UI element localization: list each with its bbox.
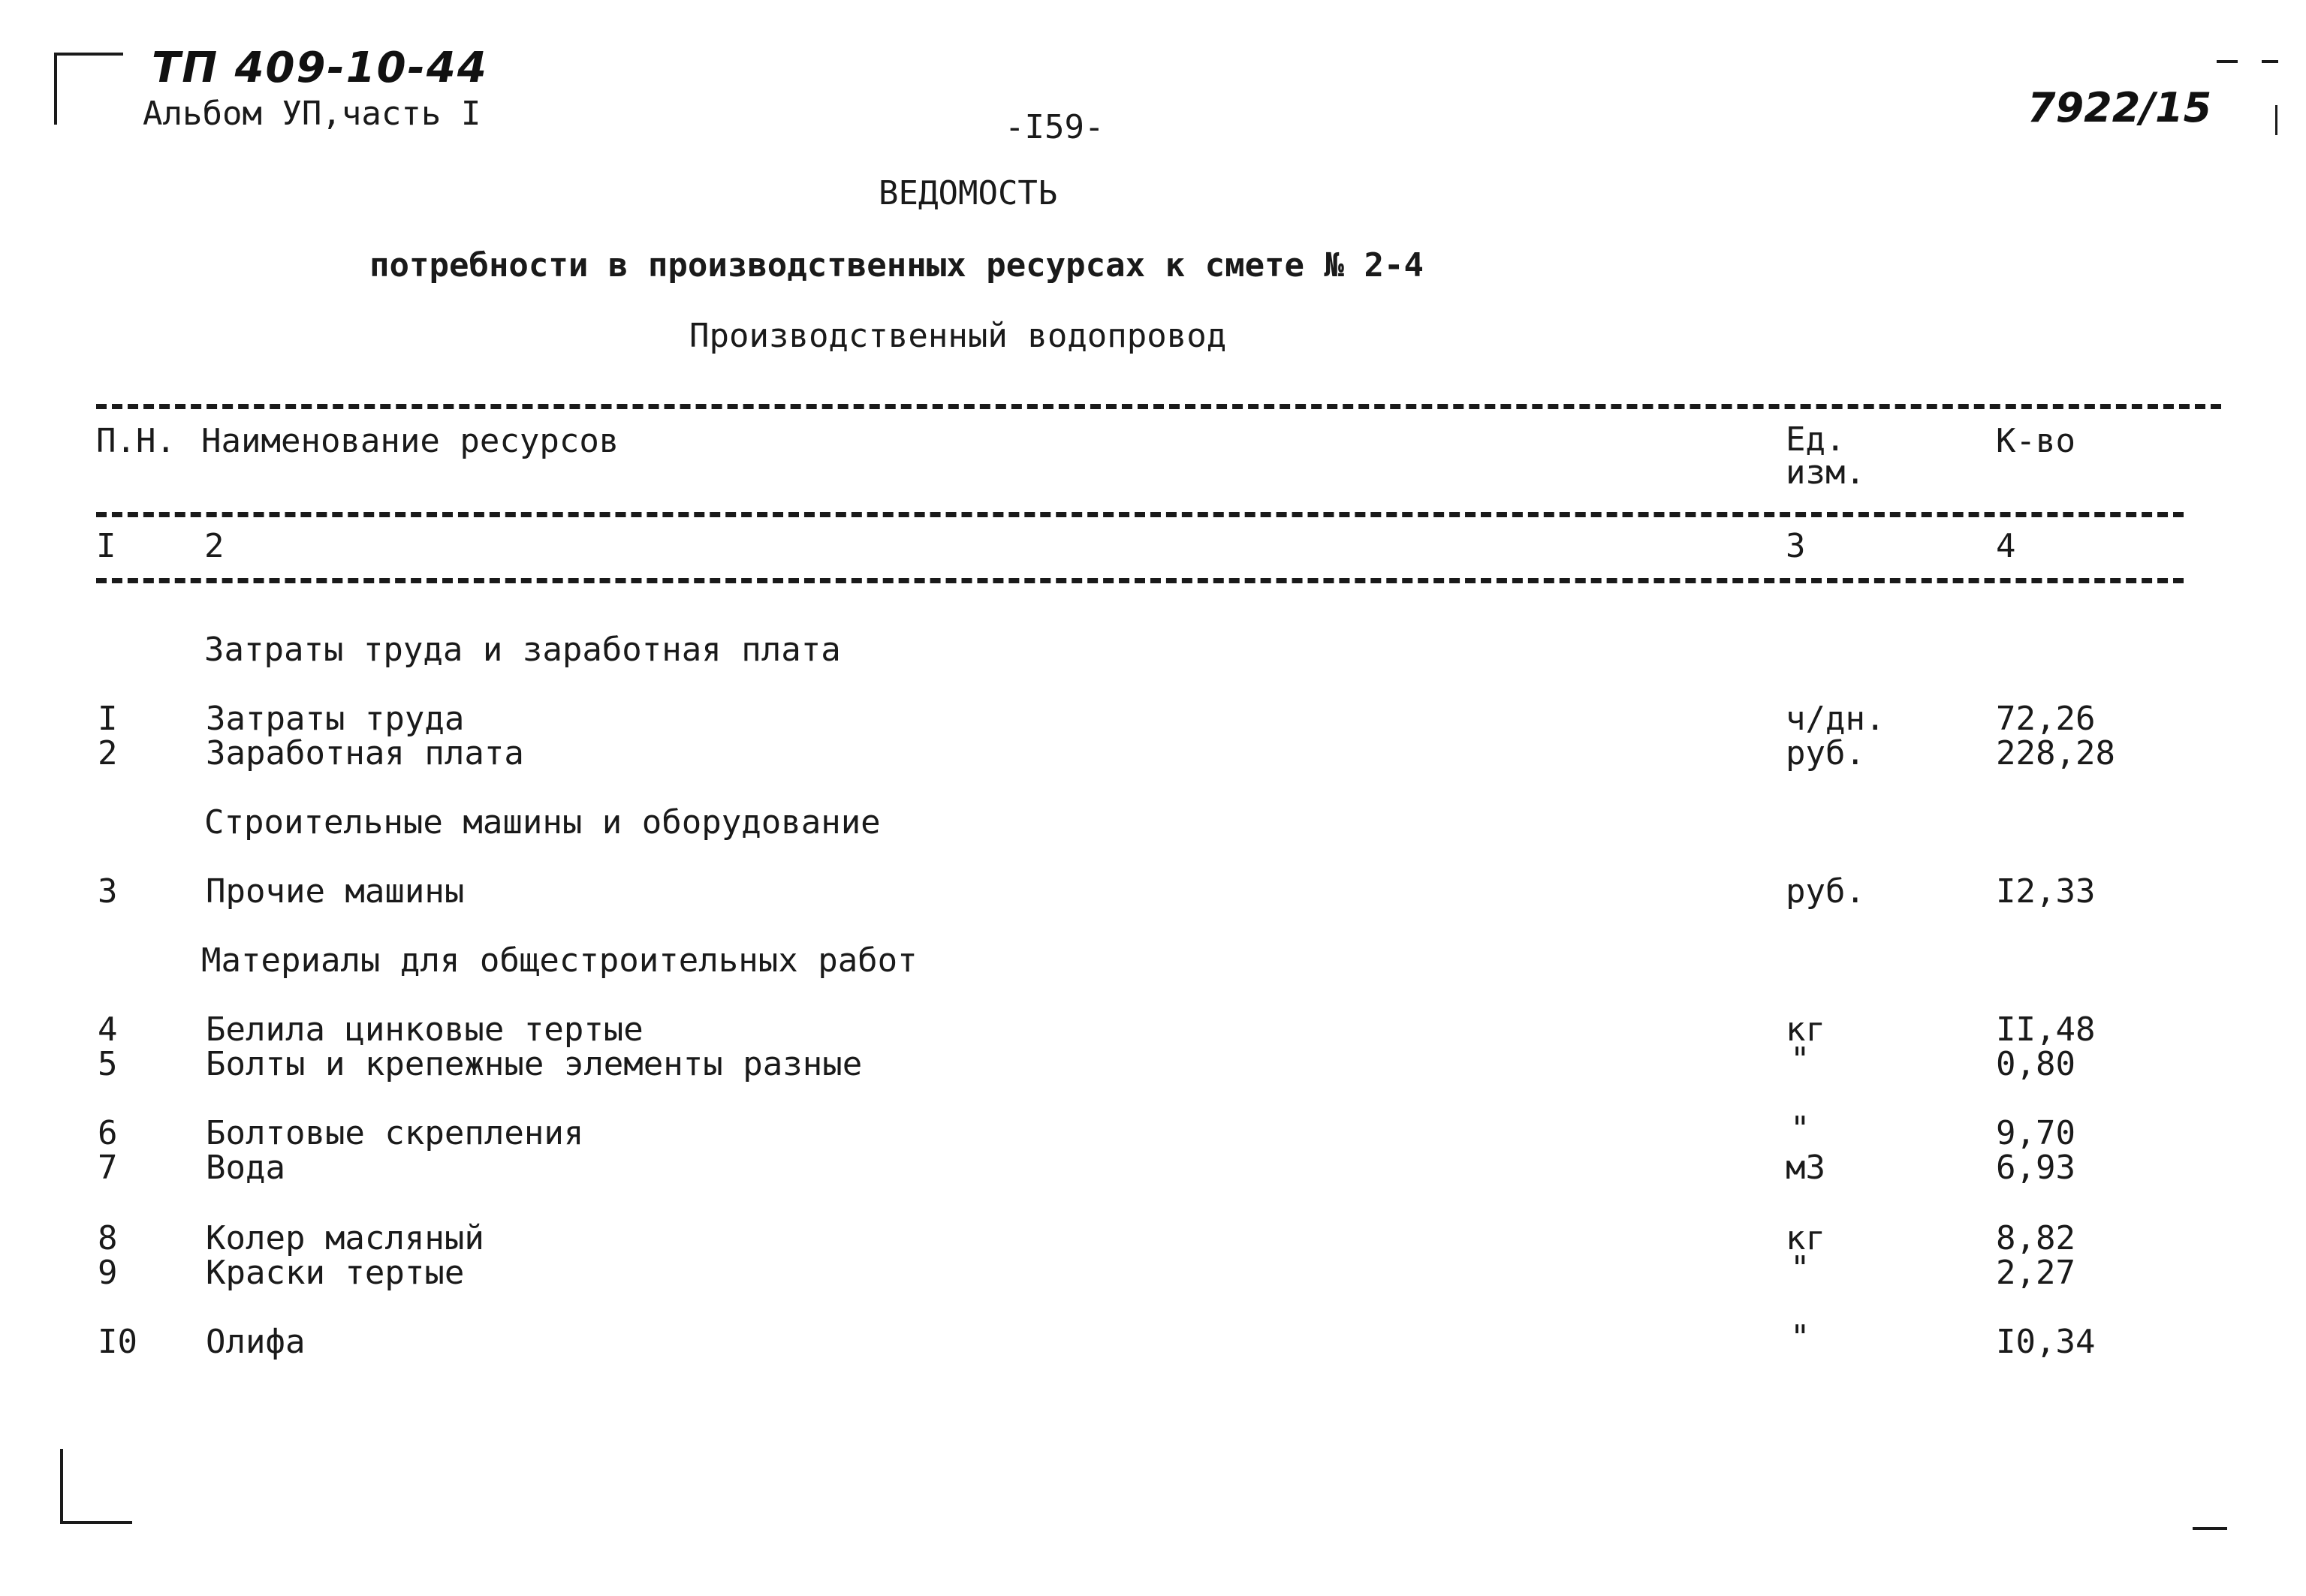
column-number-2: 2 [204, 527, 225, 565]
row-quantity: 6,93 [1996, 1149, 2075, 1187]
row-quantity: 9,70 [1996, 1114, 2075, 1152]
row-quantity: I2,33 [1996, 872, 2096, 911]
row-unit: " [1790, 1318, 1810, 1357]
row-quantity: I0,34 [1996, 1323, 2096, 1361]
row-number: I [98, 700, 118, 738]
table-rule-top [96, 404, 2221, 409]
row-number: 3 [98, 872, 118, 911]
row-unit: ч/дн. [1786, 700, 1885, 738]
column-number-1: I [96, 527, 116, 565]
section-title: Затраты труда и заработная плата [204, 631, 841, 669]
column-number-3: 3 [1786, 527, 1806, 565]
corner-mark-top-left-h [54, 53, 123, 56]
column-header-unit: Ед. изм. [1786, 420, 1865, 492]
row-name: Вода [206, 1149, 285, 1187]
row-number: I0 [98, 1323, 137, 1361]
row-number: 6 [98, 1114, 118, 1152]
row-number: 9 [98, 1254, 118, 1292]
corner-mark-bottom-left-h [60, 1521, 132, 1524]
row-number: 8 [98, 1219, 118, 1257]
row-quantity: 8,82 [1996, 1219, 2075, 1257]
document-subtitle: потребности в производственных ресурсах к смете № 2-4 [369, 246, 1424, 285]
row-unit: " [1790, 1249, 1810, 1287]
corner-mark-top-right-h [2217, 60, 2238, 63]
column-header-number: П.Н. [96, 422, 176, 460]
album-label: Альбом УП,часть I [143, 95, 481, 133]
corner-mark-top-left-v [54, 53, 57, 125]
row-quantity: 72,26 [1996, 700, 2096, 738]
document-object-name: Производственный водопровод [689, 317, 1227, 355]
table-rule-numbers-bottom [96, 578, 2184, 583]
row-name: Олифа [206, 1323, 306, 1361]
project-code: ТП 409-10-44 [152, 44, 488, 92]
column-header-quantity: К-во [1996, 422, 2075, 460]
corner-mark-bottom-right-h [2193, 1527, 2227, 1530]
row-name: Белила цинковые тертые [206, 1010, 644, 1049]
row-quantity: 228,28 [1996, 734, 2115, 772]
row-name: Болты и крепежные элементы разные [206, 1045, 863, 1083]
section-title: Строительные машины и оборудование [204, 803, 881, 842]
row-name: Болтовые скрепления [206, 1114, 584, 1152]
page-number: -I59- [1005, 108, 1105, 146]
row-unit: кг [1786, 1010, 1825, 1049]
row-unit: " [1790, 1040, 1810, 1079]
column-header-name: Наименование ресурсов [201, 422, 619, 460]
row-quantity: 2,27 [1996, 1254, 2075, 1292]
section-title: Материалы для общестроительных работ [201, 941, 918, 980]
row-unit: руб. [1786, 872, 1865, 911]
row-unit: м3 [1786, 1149, 1825, 1187]
row-unit: кг [1786, 1219, 1825, 1257]
row-quantity: 0,80 [1996, 1045, 2075, 1083]
row-number: 2 [98, 734, 118, 772]
corner-mark-top-right-h2 [2262, 60, 2278, 63]
row-number: 4 [98, 1010, 118, 1049]
row-name: Колер масляный [206, 1219, 484, 1257]
row-quantity: II,48 [1996, 1010, 2096, 1049]
row-unit: руб. [1786, 734, 1865, 772]
column-number-4: 4 [1996, 527, 2016, 565]
row-name: Краски тертые [206, 1254, 465, 1292]
row-unit: " [1790, 1110, 1810, 1148]
row-number: 7 [98, 1149, 118, 1187]
row-number: 5 [98, 1045, 118, 1083]
row-name: Заработная плата [206, 734, 524, 772]
row-name: Прочие машины [206, 872, 465, 911]
corner-mark-top-right-v [2275, 105, 2277, 135]
archive-number: 7922/15 [2027, 84, 2212, 131]
table-rule-header-bottom [96, 512, 2184, 517]
document-title: ВЕДОМОСТЬ [879, 174, 1058, 212]
corner-mark-bottom-left-v [60, 1449, 63, 1524]
row-name: Затраты труда [206, 700, 465, 738]
